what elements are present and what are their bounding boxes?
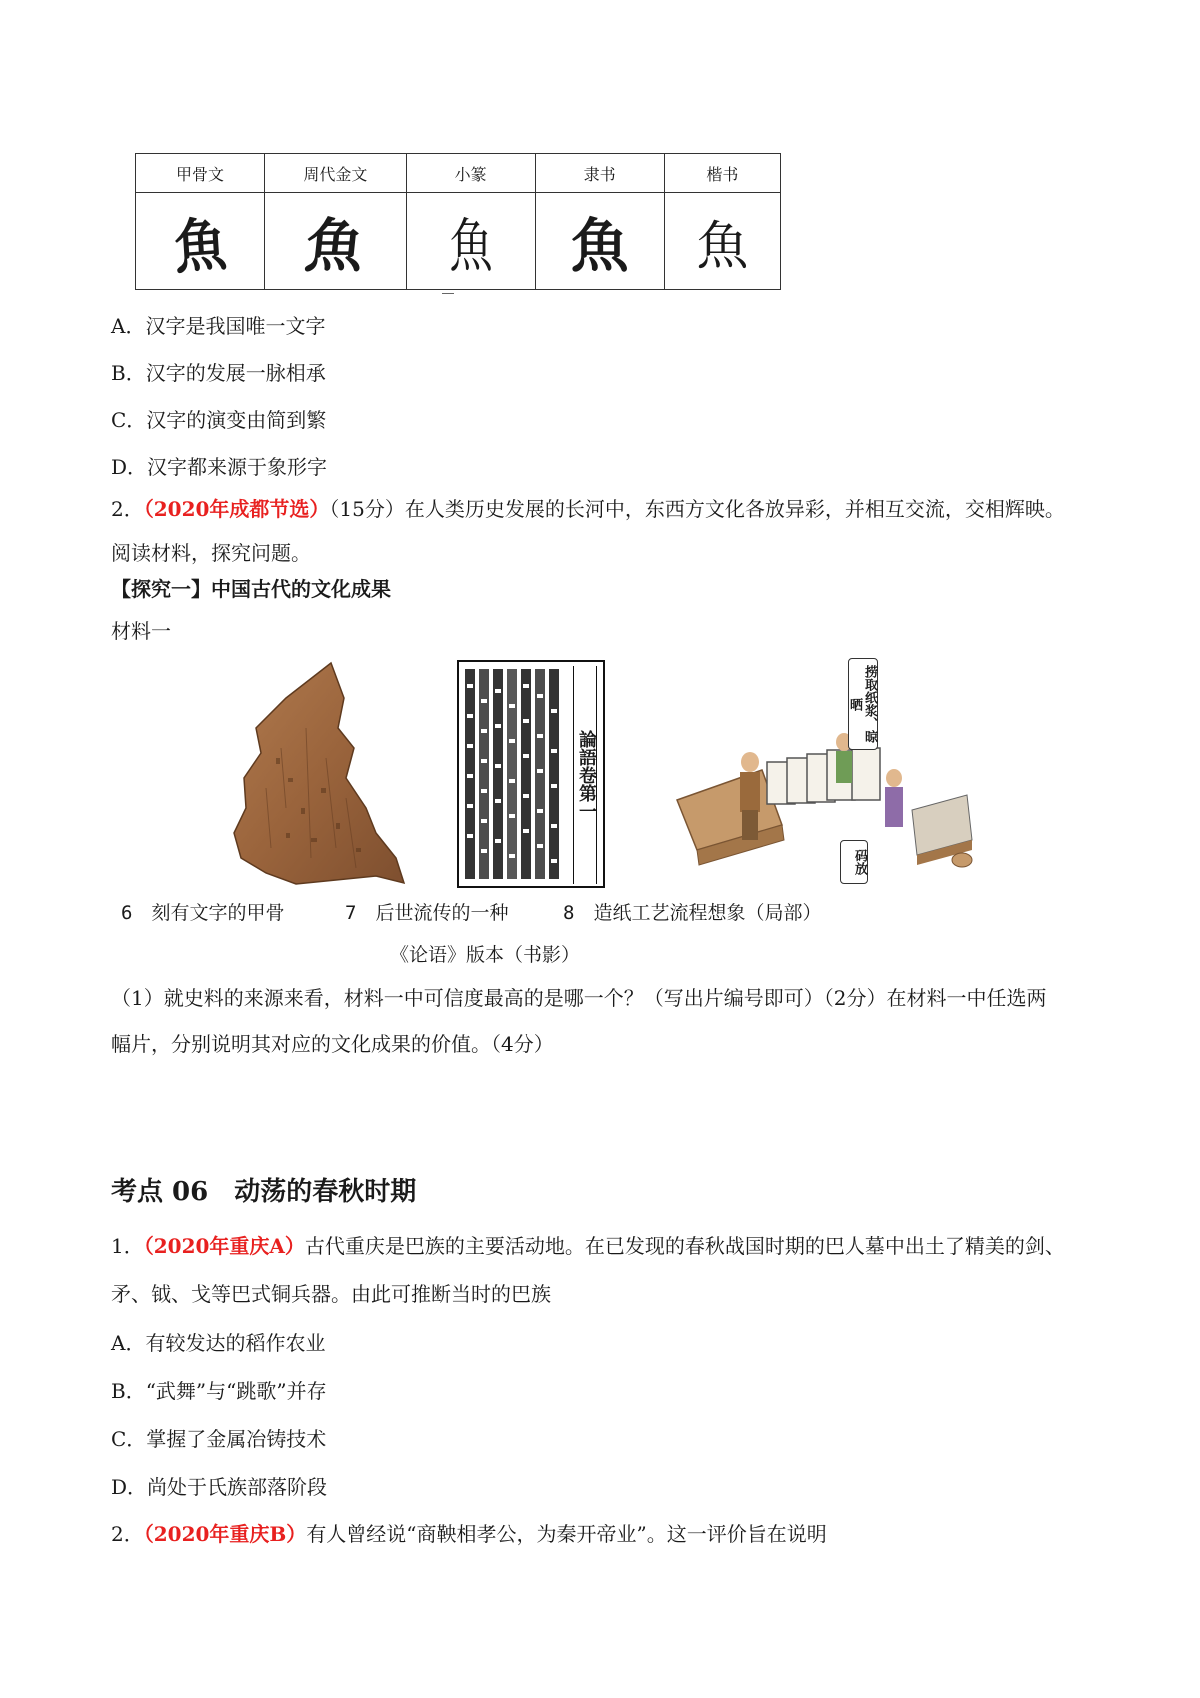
q1-option-d: D．汉字都来源于象形字 <box>111 455 328 479</box>
papermaking-image <box>672 650 992 895</box>
q2-text-line1: 2．（2020年成都节选）（15分）在人类历史发展的长河中，东西方文化各放异彩，并相互交流，交相辉映。 <box>111 497 1065 521</box>
caption-7-line2: 《论语》版本（书影） <box>390 944 581 966</box>
caption-8: 8 造纸工艺流程想象（局部） <box>563 902 822 924</box>
glyph-regular: 魚 <box>664 193 780 290</box>
papermaking-label-bottom: 码放 <box>840 840 868 884</box>
q1-option-a: A．汉字是我国唯一文字 <box>111 314 326 338</box>
s-q1-option-c: C．掌握了金属冶铸技术 <box>111 1427 327 1451</box>
material-label: 材料一 <box>111 619 171 643</box>
header-regular: 楷书 <box>664 154 780 193</box>
s-q2-source: （2020年重庆B） <box>143 1522 307 1546</box>
q2-source: （2020年成都节选） <box>143 497 330 521</box>
s-q1-option-b: B．“武舞”与“跳歌”并存 <box>111 1379 327 1403</box>
s-q1-option-d: D．尚处于氏族部落阶段 <box>111 1475 328 1499</box>
glyph-clerical: 魚 <box>535 193 664 290</box>
q2-subquestion-line1: （1）就史料的来源来看，材料一中可信度最高的是哪一个？（写出片编号即可）（2分）在材料一中任选两 <box>111 986 1047 1010</box>
script-evolution-table <box>135 153 781 290</box>
q1-option-c: C．汉字的演变由简到繁 <box>111 408 327 432</box>
analects-book-title: 論語卷第一 <box>573 666 597 884</box>
glyph-bronze: 魚 <box>265 193 407 290</box>
s-q2-text: 2．（2020年重庆B）有人曾经说“商鞅相孝公，为秦开帝业”。这一评价旨在说明 <box>111 1522 827 1546</box>
oracle-bone-image <box>226 658 411 888</box>
header-bronze: 周代金文 <box>265 154 407 193</box>
s-q1-option-a: A．有较发达的稻作农业 <box>111 1331 326 1355</box>
s-q1-source: （2020年重庆A） <box>143 1234 305 1258</box>
papermaking-label-top: 捞取纸浆、晾晒 <box>848 658 878 750</box>
caption-6: 6 刻有文字的甲骨 <box>121 902 285 924</box>
section-heading: 考点 06 动荡的春秋时期 <box>111 1177 417 1207</box>
s-q1-text-line2: 矛、钺、戈等巴式铜兵器。由此可推断当时的巴族 <box>111 1282 551 1306</box>
s-q1-text-line1: 1．（2020年重庆A）古代重庆是巴族的主要活动地。在已发现的春秋战国时期的巴人墓中出土了精美的剑、 <box>111 1234 1065 1258</box>
q2-subquestion-line2: 幅片，分别说明其对应的文化成果的价值。（4分） <box>111 1032 554 1056</box>
header-oracle: 甲骨文 <box>136 154 265 193</box>
analects-book-image <box>457 660 605 888</box>
header-seal: 小篆 <box>406 154 535 193</box>
glyph-seal: 魚 <box>406 193 535 290</box>
table-divider-mark <box>442 293 454 294</box>
glyph-oracle: 魚 <box>136 193 265 290</box>
q2-text-line2: 阅读材料，探究问题。 <box>111 541 311 565</box>
q1-option-b: B．汉字的发展一脉相承 <box>111 361 326 385</box>
caption-7: 7 后世流传的一种 <box>345 902 509 924</box>
header-clerical: 隶书 <box>535 154 664 193</box>
inquiry-title: 【探究一】中国古代的文化成果 <box>111 577 391 601</box>
